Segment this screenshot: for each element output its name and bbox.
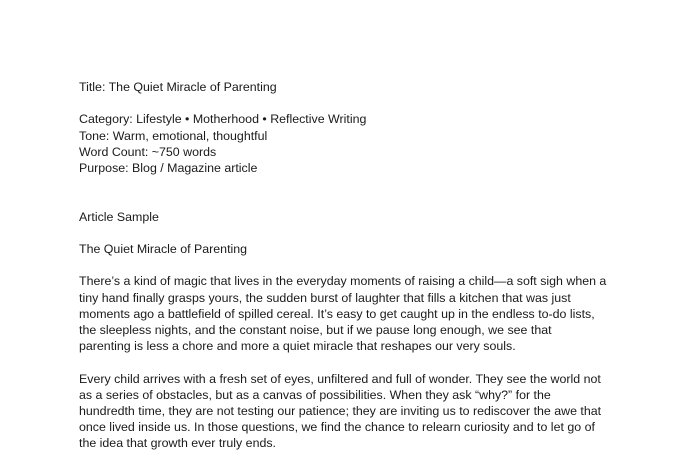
paragraph-line: tiny hand finally grasps yours, the sudden burst of laughter that fills a kitchen that was just bbox=[79, 290, 571, 305]
document-page bbox=[79, 79, 629, 452]
paragraph-line: There’s a kind of magic that lives in the everyday moments of raising a child—a soft sigh when a bbox=[79, 274, 607, 289]
spacer bbox=[79, 225, 629, 241]
section-label: Article Sample bbox=[79, 209, 159, 224]
metadata-block bbox=[79, 111, 629, 176]
paragraph-line: moments ago a battlefield of spilled cereal. It’s easy to get caught up in the endless to-do lists, bbox=[79, 306, 595, 321]
paragraph-line: the idea that growth ever truly ends. bbox=[79, 436, 276, 451]
paragraph-line: once lived inside us. In those questions, we find the chance to relearn curiosity and to let go of bbox=[79, 420, 595, 435]
document-title-line: Title: The Quiet Miracle of Parenting bbox=[79, 80, 277, 94]
purpose-line: Purpose: Blog / Magazine article bbox=[79, 161, 258, 175]
paragraph-line: hundredth time, they are not testing our patience; they are inviting us to rediscover the awe that bbox=[79, 403, 602, 418]
paragraph-line: the sleepless nights, and the constant noise, but if we pause long enough, we see that bbox=[79, 322, 552, 337]
spacer bbox=[79, 354, 629, 370]
article-title: The Quiet Miracle of Parenting bbox=[79, 241, 248, 256]
paragraph-line: parenting is less a chore and more a quiet miracle that reshapes our very souls. bbox=[79, 339, 516, 354]
tone-line: Tone: Warm, emotional, thoughtful bbox=[79, 128, 268, 143]
spacer bbox=[79, 257, 629, 273]
article-paragraph-1 bbox=[79, 273, 629, 354]
paragraph-line: as a series of obstacles, but as a canvas of possibilities. When they ask “why?” for the bbox=[79, 387, 551, 402]
spacer bbox=[79, 176, 629, 208]
paragraph-line: Every child arrives with a fresh set of eyes, unfiltered and full of wonder. They see the world not bbox=[79, 371, 601, 386]
spacer bbox=[79, 95, 629, 111]
article-paragraph-2 bbox=[79, 371, 629, 452]
category-line: Category: Lifestyle • Motherhood • Reflective Writing bbox=[79, 112, 367, 127]
word-count-line: Word Count: ~750 words bbox=[79, 144, 217, 159]
